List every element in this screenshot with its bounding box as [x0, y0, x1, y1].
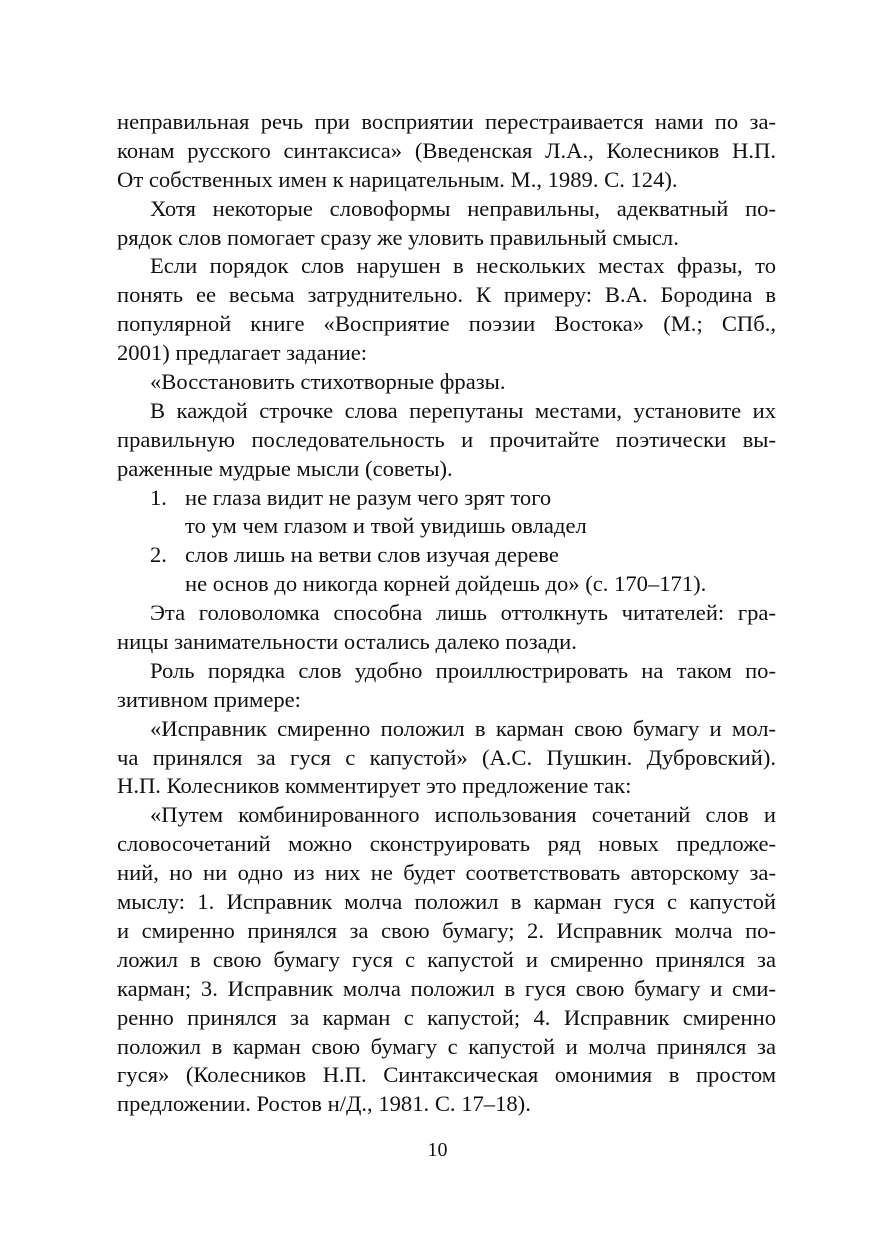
text-line: не основ до никогда корней дойдешь до» (с. 170–171).: [185, 571, 707, 597]
text-line: словосочетаний можно сконструировать ряд новых предложе-: [117, 831, 776, 857]
page-number: 10: [427, 1139, 448, 1161]
text-line: ренно принялся за карман с капустой; 4. Исправник смиренно: [117, 1004, 776, 1030]
numbered-list: [117, 484, 776, 600]
list-text: не глаза видит не разум чего зрят того: [185, 484, 552, 510]
text-line: то ум чем глазом и твой увидишь овладел: [185, 513, 587, 539]
text-line: «Исправник смиренно положил в карман свою бумагу и мол-: [150, 715, 776, 741]
text-line: и смиренно принялся за свою бумагу; 2. Исправник молча по-: [117, 917, 776, 943]
text-line: раженные мудрые мысли (советы).: [117, 455, 453, 481]
text-line: мыслу: 1. Исправник молча положил в карман гуся с капустой: [117, 889, 776, 915]
text-line: Н.П. Колесников комментирует это предложение так:: [117, 773, 632, 799]
list-text: слов лишь на ветви слов изучая дереве: [185, 542, 559, 568]
text-line: От собственных имен к нарицательным. М., 1989. С. 124).: [117, 166, 678, 192]
paragraph-5: [117, 397, 776, 484]
paragraph-4: [117, 368, 776, 397]
paragraph-7: [117, 599, 776, 657]
text-line: ложил в свою бумагу гуся с капустой и смиренно принялся за: [117, 946, 776, 972]
paragraph-2: [117, 195, 776, 253]
list-item: [117, 484, 776, 542]
text-line: конам русского синтаксиса» (Введенская Л.А., Колесников Н.П.: [117, 137, 776, 163]
text-line: В каждой строчке слова перепутаны местами, установите их: [150, 397, 776, 423]
text-line: гуся» (Колесников Н.П. Синтаксическая омонимия в простом: [117, 1062, 776, 1088]
list-item: [117, 541, 776, 599]
text-line: Эта головоломка способна лишь оттолкнуть читателей: гра-: [150, 600, 776, 626]
paragraph-10: [117, 801, 776, 1119]
text-line: популярной книге «Восприятие поэзии Востока» (М.; СПб.,: [117, 311, 776, 337]
text-line: Роль порядка слов удобно проиллюстрировать на таком по-: [150, 657, 776, 683]
text-line: понять ее весьма затруднительно. К примеру: В.А. Бородина в: [117, 282, 776, 308]
text-line: ча принялся за гуся с капустой» (А.С. Пушкин. Дубровский).: [117, 744, 776, 770]
list-number: 2.: [150, 542, 167, 568]
text-line: Если порядок слов нарушен в нескольких местах фразы, то: [150, 253, 776, 279]
text-line: рядок слов помогает сразу же уловить правильный смысл.: [117, 224, 679, 250]
text-line: 2001) предлагает задание:: [117, 340, 368, 366]
text-line: неправильная речь при восприятии перестраивается нами по за-: [117, 109, 776, 134]
paragraph-8: [117, 657, 776, 715]
text-line: [117, 484, 776, 513]
paragraph-1: [117, 108, 776, 195]
text-line: карман; 3. Исправник молча положил в гуся свою бумагу и сми-: [117, 975, 776, 1001]
text-line: «Восстановить стихотворные фразы.: [150, 369, 506, 395]
text-line: предложении. Ростов н/Д., 1981. С. 17–18).: [117, 1091, 531, 1117]
text-line: ницы занимательности остались далеко позади.: [117, 629, 577, 655]
paragraph-9: [117, 715, 776, 802]
list-number: 1.: [150, 484, 167, 510]
text-line: Хотя некоторые словоформы неправильны, адекватный по-: [150, 195, 776, 221]
text-line: правильную последовательность и прочитайте поэтически вы-: [117, 426, 776, 452]
text-line: [117, 541, 776, 570]
text-line: зитивном примере:: [117, 686, 301, 712]
body-text: [117, 108, 776, 1119]
paragraph-3: [117, 252, 776, 368]
text-line: «Путем комбинированного использования сочетаний слов и: [150, 802, 776, 828]
text-line: положил в карман свою бумагу с капустой и молча принялся за: [117, 1033, 776, 1059]
text-line: ний, но ни одно из них не будет соответствовать авторскому за-: [117, 860, 776, 886]
